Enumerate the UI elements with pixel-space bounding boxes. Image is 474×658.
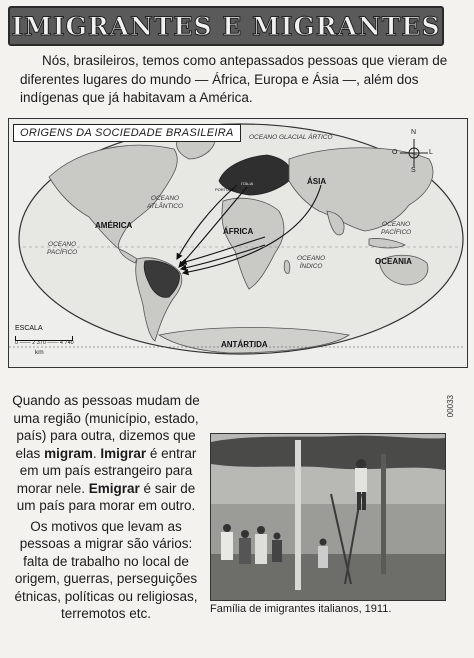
map-scale	[15, 325, 85, 356]
ocean-pacifico-e-line1: OCEANO	[382, 221, 411, 228]
label-antartida: ANTÁRTIDA	[221, 340, 268, 349]
world-map	[8, 118, 468, 368]
ocean-atlantico	[147, 195, 183, 211]
body-text	[8, 392, 204, 623]
madagascar-shape	[284, 261, 290, 274]
p1-part3: é entrar em um país estrangeiro para morar nele.	[16, 445, 197, 496]
ocean-indico-line2: ÍNDICO	[299, 263, 323, 270]
ocean-atlantico-line1: OCEANO	[150, 195, 180, 202]
label-asia: ÁSIA	[307, 177, 327, 186]
ocean-pacifico-w-line1: OCEANO	[48, 241, 77, 248]
ocean-atlantico-line2: ATLÂNTICO	[147, 203, 183, 210]
map-title: ORIGENS DA SOCIEDADE BRASILEIRA	[13, 124, 241, 142]
term-imigrar: Imigrar	[100, 445, 147, 461]
label-oceania: OCEANIA	[375, 257, 412, 266]
scale-numbers: 0 —— 2 370 —— 4 740	[15, 340, 74, 346]
term-migram: migram	[44, 445, 93, 461]
scale-title: ESCALA	[15, 325, 43, 332]
paragraph-definitions	[8, 392, 204, 515]
ocean-pacifico-west	[47, 241, 77, 257]
term-emigrar: Emigrar	[88, 480, 140, 496]
ocean-pacifico-e-line2: PACÍFICO	[381, 229, 412, 236]
label-africa: ÁFRICA	[223, 227, 254, 236]
side-code: 00033	[446, 395, 455, 418]
compass-s: S	[411, 167, 416, 174]
paragraph-motives: Os motivos que levam as pessoas a migrar são vários: falta de trabalho no local de origem, guerras, perseguições étnicas, políticas ou religiosas, terremotos etc.	[14, 518, 198, 621]
compass-o: O	[392, 149, 398, 156]
ocean-glacial-artico: OCEANO GLACIAL ÁRTICO	[249, 134, 333, 141]
intro-paragraph: Nós, brasileiros, temos como antepassados pessoas que vieram de diferentes lugares do mundo — África, Europa e Ásia —, além dos indígenas que já habitavam a América.	[20, 53, 448, 105]
p1-part2: .	[92, 445, 101, 461]
compass-rose-icon	[394, 129, 434, 175]
photo-illustration	[211, 434, 445, 600]
scale-unit: km	[35, 349, 44, 356]
historical-photo	[210, 433, 446, 601]
label-portugal: PORTUGAL	[215, 187, 237, 192]
compass-n: N	[411, 129, 417, 136]
ocean-indico	[297, 255, 325, 271]
ocean-indico-line1: OCEANO	[297, 255, 326, 262]
ocean-pacifico-w-line2: PACÍFICO	[47, 249, 78, 256]
title-banner	[8, 6, 444, 46]
page-title: IMIGRANTES E MIGRANTES	[11, 11, 441, 41]
photo-caption: Família de imigrantes italianos, 1911.	[210, 603, 392, 615]
label-america: AMÉRICA	[95, 221, 133, 230]
label-italia: ITÁLIA	[241, 181, 254, 186]
p1-part4: é sair de um país para morar em outro.	[16, 480, 196, 513]
compass-l: L	[429, 149, 433, 156]
p1-part1: Quando as pessoas mudam de uma região (município, estado, país) para outra, dizemos que elas	[12, 393, 200, 461]
ocean-pacifico-east	[381, 221, 411, 237]
